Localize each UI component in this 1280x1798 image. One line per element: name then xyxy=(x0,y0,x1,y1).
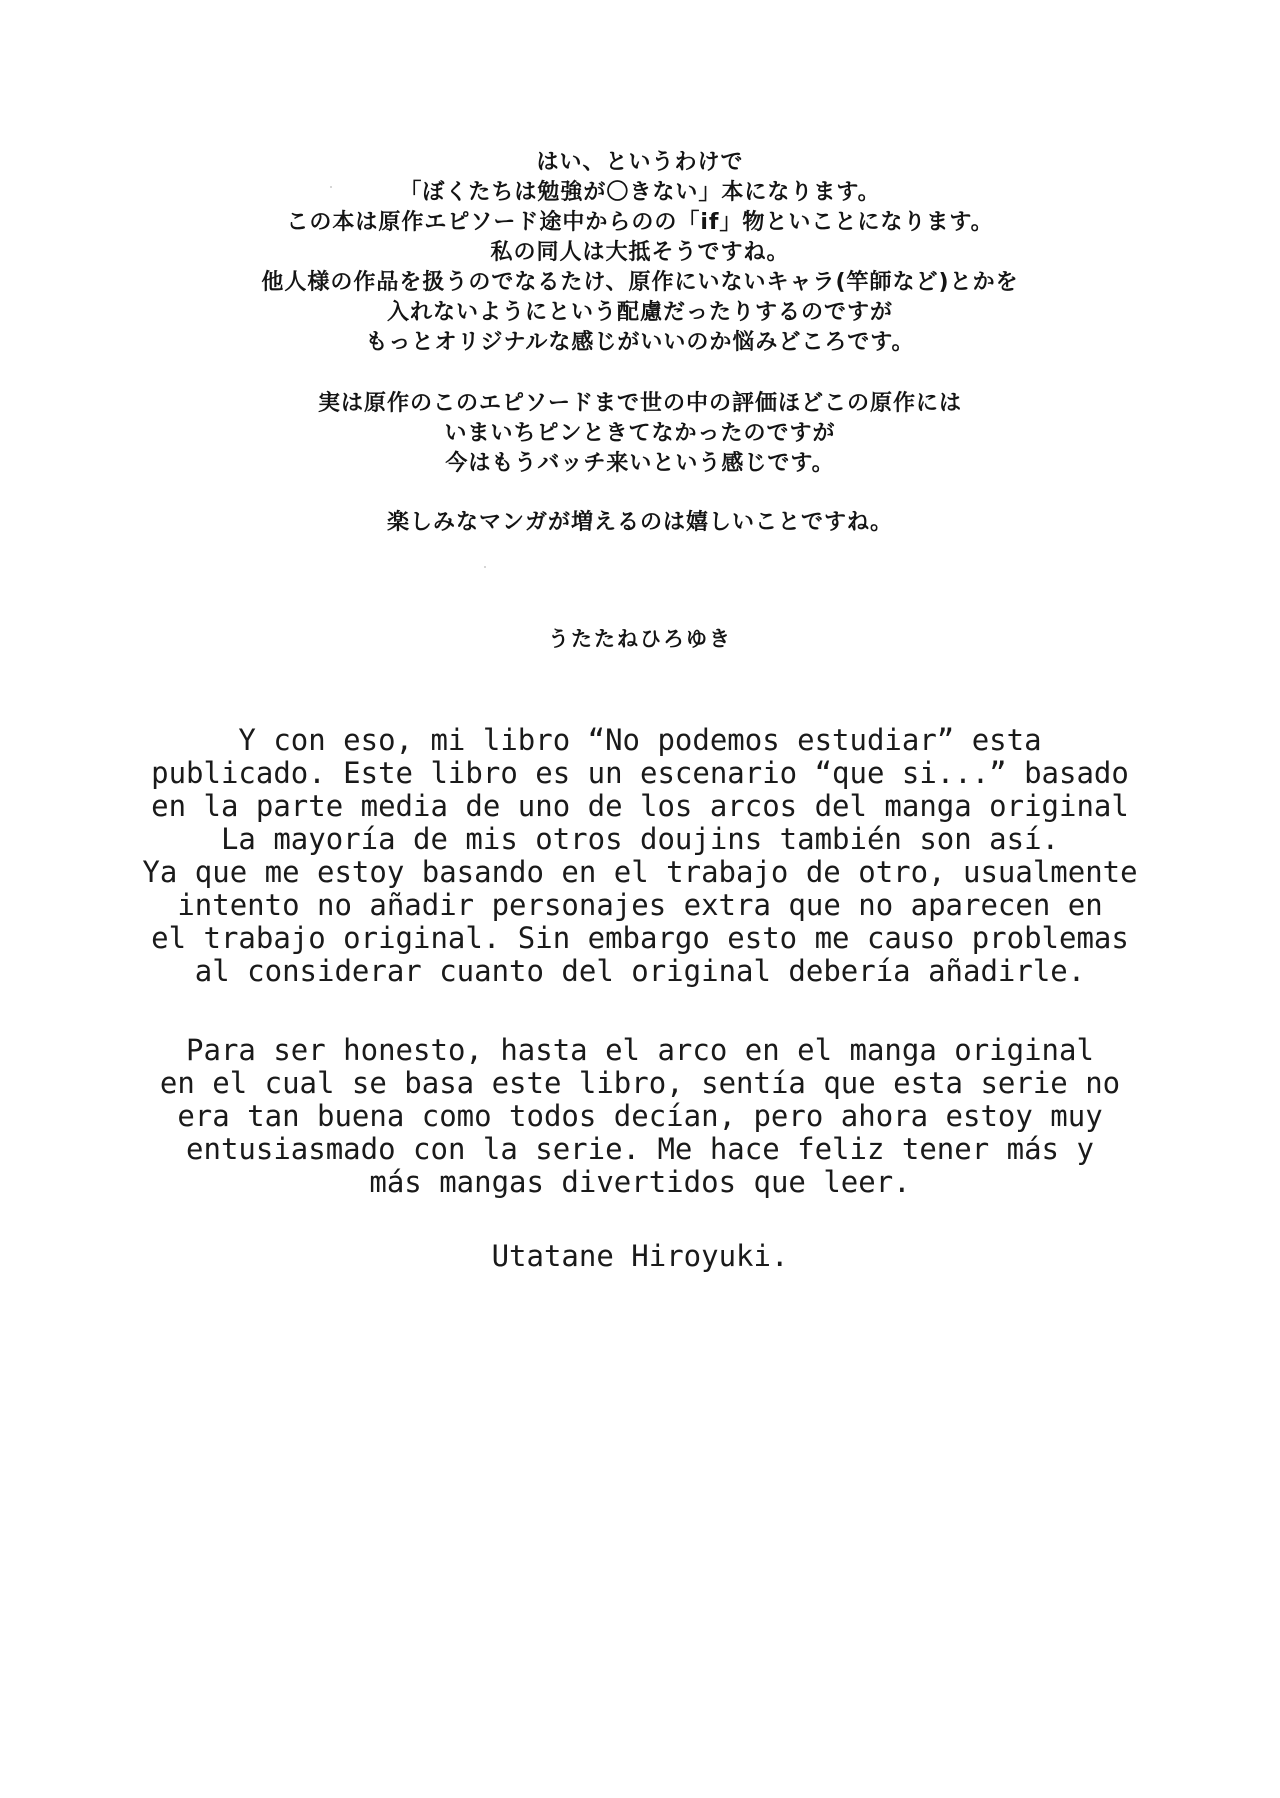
scan-speck xyxy=(484,566,486,568)
spanish-line: más mangas divertidos que leer. xyxy=(369,1165,911,1199)
spanish-line: era tan buena como todos decían, pero ahora estoy muy xyxy=(177,1099,1103,1133)
japanese-signature xyxy=(0,624,1280,654)
japanese-line: いまいちピンときてなかったのですが xyxy=(444,421,836,446)
spanish-line: al considerar cuanto del original debería añadirle. xyxy=(194,954,1086,988)
spanish-line: Y con eso, mi libro “No podemos estudiar” esta xyxy=(238,723,1042,757)
spanish-line: La mayoría de mis otros doujins también son así. xyxy=(220,822,1060,856)
japanese-line: 「ぼくたちは勉強が〇きない」本になります。 xyxy=(399,180,881,205)
japanese-line: 実は原作のこのエピソードまで世の中の評価ほどこの原作には xyxy=(317,391,962,416)
japanese-line: この本は原作エピソード途中からのの「if」物といことになります。 xyxy=(286,210,994,235)
spanish-line: intento no añadir personajes extra que no aparecen en xyxy=(177,888,1103,922)
spanish-line: Para ser honesto, hasta el arco en el manga original xyxy=(186,1033,1094,1067)
spanish-line: en el cual se basa este libro, sentía que esta serie no xyxy=(159,1066,1121,1100)
japanese-line: 楽しみなマンガが増えるのは嬉しいことですね。 xyxy=(386,510,893,535)
japanese-signature-text: うたたねひろゆき xyxy=(548,627,732,651)
spanish-signature xyxy=(0,1240,1280,1273)
spanish-line: el trabajo original. Sin embargo esto me causo problemas xyxy=(151,921,1129,955)
japanese-paragraph-3 xyxy=(0,508,1280,538)
scan-speck xyxy=(330,186,332,188)
japanese-paragraph-1 xyxy=(0,148,1280,358)
spanish-paragraph-2 xyxy=(0,1034,1280,1199)
japanese-line: 他人様の作品を扱うのでなるたけ、原作にいないキャラ(竿師など)とかを xyxy=(261,270,1019,295)
spanish-line: entusiasmado con la serie. Me hace feliz tener más y xyxy=(186,1132,1094,1166)
japanese-line: はい、というわけで xyxy=(536,150,744,175)
japanese-line: 入れないようにという配慮だったりするのですが xyxy=(386,300,893,325)
spanish-paragraph-1 xyxy=(0,724,1280,988)
japanese-line: 今はもうバッチ来いという感じです。 xyxy=(445,451,835,476)
japanese-paragraph-2 xyxy=(0,389,1280,479)
japanese-line: 私の同人は大抵そうですね。 xyxy=(490,240,790,265)
spanish-signature-text: Utatane Hiroyuki. xyxy=(491,1239,789,1273)
japanese-line: もっとオリジナルな感じがいいのか悩みどころです。 xyxy=(365,330,915,355)
spanish-line: en la parte media de uno de los arcos del manga original xyxy=(151,789,1129,823)
spanish-line: Ya que me estoy basando en el trabajo de otro, usualmente xyxy=(142,855,1138,889)
spanish-line: publicado. Este libro es un escenario “que si...” basado xyxy=(151,756,1129,790)
